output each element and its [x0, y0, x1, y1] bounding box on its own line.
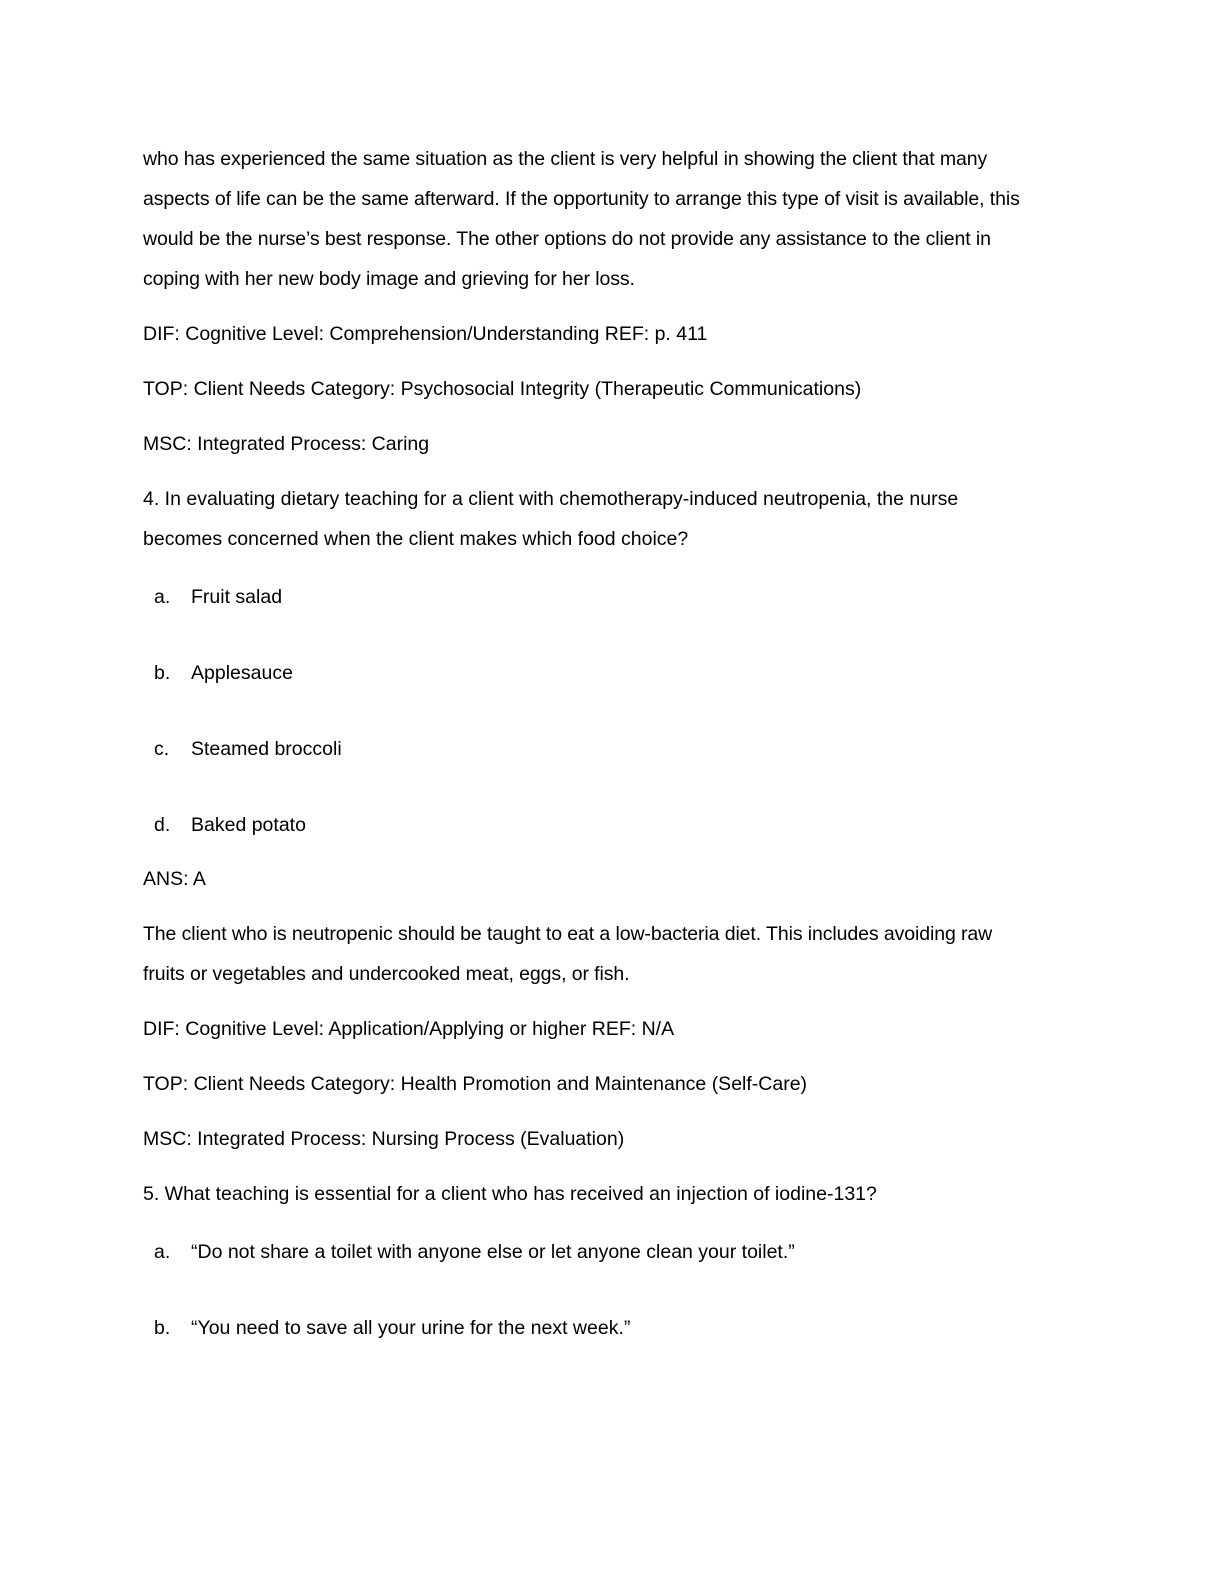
option-text: Baked potato [191, 814, 306, 836]
text-line: 4. In evaluating dietary teaching for a client with chemotherapy-induced neutropenia, the nurse [143, 488, 959, 510]
text-line: The client who is neutropenic should be taught to eat a low-bacteria diet. This includes avoiding raw [143, 923, 993, 945]
option-item [143, 737, 1073, 761]
text-line: would be the nurse’s best response. The other options do not provide any assistance to the client in [143, 228, 991, 250]
option-letter: b. [154, 662, 171, 684]
question-4-stem [143, 479, 1073, 559]
msc-line: MSC: Integrated Process: Caring [143, 433, 430, 455]
topic-line: TOP: Client Needs Category: Health Promotion and Maintenance (Self-Care) [143, 1073, 808, 1095]
text-line: becomes concerned when the client makes which food choice? [143, 528, 689, 550]
option-text: Applesauce [191, 662, 293, 684]
option-text: “You need to save all your urine for the next week.” [191, 1317, 631, 1339]
option-letter: a. [154, 1241, 171, 1263]
text-line: fruits or vegetables and undercooked meat, eggs, or fish. [143, 963, 630, 985]
question-4-options [143, 585, 1073, 837]
option-text: Fruit salad [191, 586, 283, 608]
question-4-rationale [143, 914, 1073, 994]
text-line: who has experienced the same situation as the client is very helpful in showing the client that many [143, 148, 988, 170]
rationale-continuation [143, 139, 1073, 299]
option-letter: a. [154, 586, 171, 608]
msc-line: MSC: Integrated Process: Nursing Process (Evaluation) [143, 1128, 625, 1150]
text-line: coping with her new body image and grieving for her loss. [143, 268, 635, 290]
option-item [143, 1316, 1073, 1340]
topic-line: TOP: Client Needs Category: Psychosocial Integrity (Therapeutic Communications) [143, 378, 862, 400]
text-line: aspects of life can be the same afterward. If the opportunity to arrange this type of visit is available, this [143, 188, 1020, 210]
option-letter: c. [154, 738, 170, 760]
option-text: “Do not share a toilet with anyone else or let anyone clean your toilet.” [191, 1241, 795, 1263]
document-page [143, 139, 1073, 1362]
option-text: Steamed broccoli [191, 738, 342, 760]
option-letter: b. [154, 1317, 171, 1339]
option-item [143, 813, 1073, 837]
difficulty-line: DIF: Cognitive Level: Comprehension/Understanding REF: p. 411 [143, 323, 708, 345]
question-5-options [143, 1240, 1073, 1340]
question-5-stem: 5. What teaching is essential for a client who has received an injection of iodine-131? [143, 1183, 877, 1205]
option-item [143, 1240, 1073, 1264]
option-letter: d. [154, 814, 171, 836]
option-item [143, 661, 1073, 685]
difficulty-line: DIF: Cognitive Level: Application/Applying or higher REF: N/A [143, 1018, 675, 1040]
answer-line: ANS: A [143, 868, 206, 890]
option-item [143, 585, 1073, 609]
